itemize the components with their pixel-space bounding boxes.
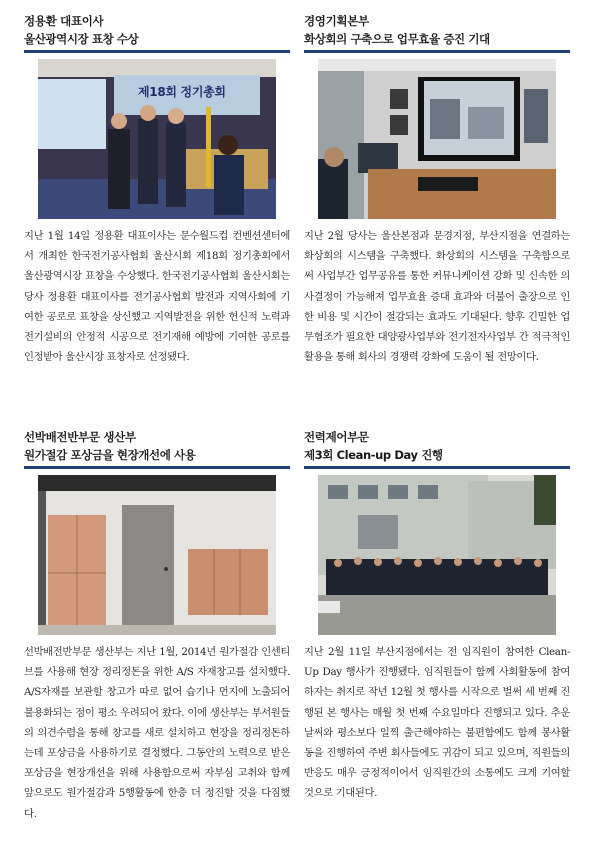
headline-rule (24, 466, 290, 469)
storage-room-illustration (38, 475, 276, 635)
article-department: 전력제어부문 (304, 430, 369, 444)
headline-rule (24, 50, 290, 53)
award-ceremony-photo (38, 59, 276, 219)
article-body: 지난 1월 14일 정용환 대표이사는 문수월드컵 컨벤션센터에서 개최한 한국전기공사협회 울산시회 제18회 정기총회에서 울산광역시장 표창을 수상했다. 한국전기공사협회 울산시회는 당사 정용환 대표이사를 전기공사협회 발전과 지역사회에 기여한 공로로 표창을 상신했고 지역발전을 위한 헌신적 노력과 전기설비의 안정적 시공으로 전기재해 예방에 기여한 공로를 인정받아 울산시장 표창자로 선정됐다. (24, 230, 290, 364)
article-headline: 제3회 Clean-up Day 진행 (304, 448, 443, 462)
clean-up-group-photo (318, 475, 556, 635)
conference-room-illustration (318, 59, 556, 219)
storage-room-photo (38, 475, 276, 635)
article-body: 선박배전반부문 생산부는 지난 1월, 2014년 원가절감 인센티브를 사용해 현장 정리정돈을 위한 A/S 자재창고를 설치했다. A/S자재를 보관할 창고가 따로 없어 습기나 먼지에 노출되어 불용화되는 점이 평소 우려되어 왔다. 이에 생산부는 부서원들의 의견수렴을 통해 창고를 새로 설치하고 현장을 정리정돈하는데 포상금을 사용하기로 결정했다. 그동안의 노력으로 받은 포상금을 현장개선을 위해 사용함으로써 자부심 고취와 함께 앞으로도 원가절감과 5행활동에 한층 더 정진할 것을 다짐했다. (24, 646, 290, 820)
article-department: 선박배전반부문 생산부 (24, 430, 136, 444)
article-cost-saving (24, 428, 290, 824)
article-department: 정용환 대표이사 (24, 14, 104, 28)
article-body: 지난 2월 당사는 울산본점과 문경지점, 부산지점을 연결하는 화상회의 시스템을 구축했다. 화상회의 시스템을 구축함으로써 사업부간 업무공유를 통한 커뮤니케이션 강화 및 신속한 의사결정이 가능해져 업무효율 증대 효과와 더불어 출장으로 인한 비용 및 시간이 절감되는 효과도 기대된다. 향후 긴밀한 업무협조가 필요한 대양광사업부와 전기전자사업부 간 적극적인 활용을 통해 회사의 경쟁력 강화에 도움이 될 전망이다. (304, 230, 570, 364)
article-video-conference (304, 12, 570, 367)
headline-rule (304, 466, 570, 469)
article-department: 경영기획본부 (304, 14, 369, 28)
clean-up-group-illustration (318, 475, 556, 635)
article-headline: 울산광역시장 표창 수상 (24, 32, 139, 46)
article-clean-up-day (304, 428, 570, 804)
conference-room-photo (318, 59, 556, 219)
article-body: 지난 2월 11일 부산지점에서는 전 임직원이 참여한 Clean-Up Day 행사가 진행됐다. 임직원들이 함께 사회활동에 참여하자는 취지로 작년 12월 첫 행사를 시작으로 벌써 세 번째 진행된 본 행사는 매월 첫 번째 수요일마다 진행되고 있다. 추운날씨와 평소보다 일찍 출근해야하는 불편함에도 함께 봉사활동을 진행하여 주변 회사들에도 귀감이 되고 있으며, 직원들의 반응도 매우 긍정적이어서 임직원간의 소통에도 크게 기여할 것으로 기대된다. (304, 646, 570, 800)
article-headline: 화상회의 구축으로 업무효율 증진 기대 (304, 32, 490, 46)
article-headline: 원가절감 포상금을 현장개선에 사용 (24, 448, 196, 462)
article-award (24, 12, 290, 367)
banner-text: 제18회 정기총회 (138, 85, 226, 99)
headline-rule (304, 50, 570, 53)
